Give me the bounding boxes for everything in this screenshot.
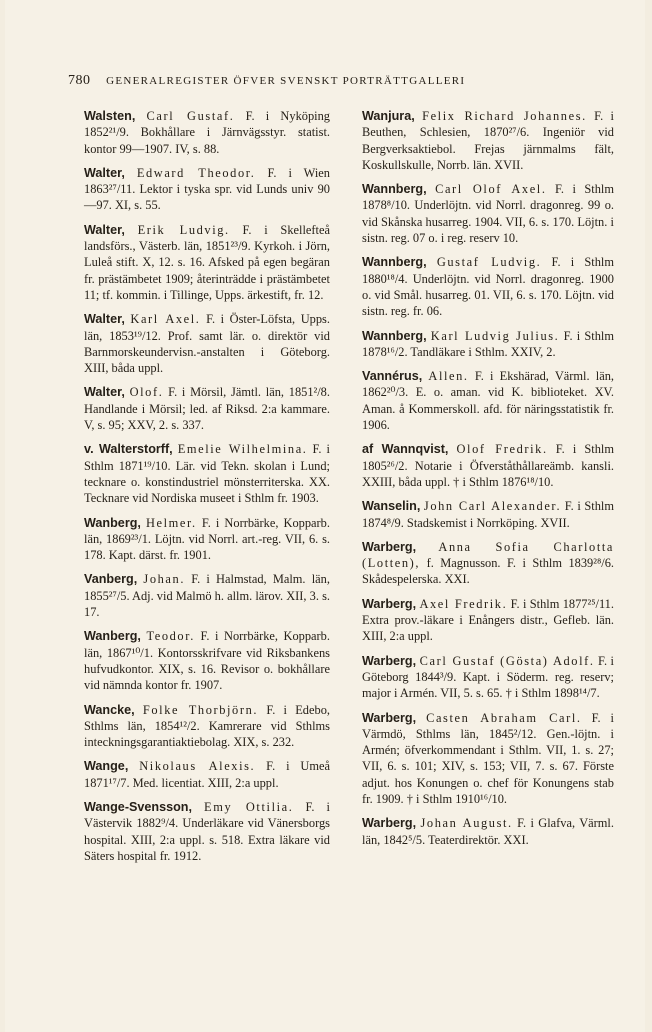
register-entry — [84, 799, 330, 864]
register-entry — [362, 181, 614, 246]
register-entry — [362, 368, 614, 433]
entry-surname: Wanberg, — [84, 629, 141, 644]
entry-surname: Walter, — [84, 385, 125, 400]
entry-given-names: Felix Richard Johannes. — [422, 109, 587, 123]
entry-given-names: Olof. — [129, 385, 164, 400]
entry-biography: F. i Sthlm 1874⁸/9. Stadskemist i Norrköping. XVII. — [362, 499, 614, 530]
entry-surname: Warberg, — [362, 539, 417, 554]
entry-given-names: Karl Axel. — [130, 312, 201, 327]
entry-surname: Wange, — [84, 759, 129, 774]
register-entry — [84, 758, 330, 791]
entry-given-names: Helmer. — [145, 515, 197, 530]
entry-given-names: Karl Ludvig Julius. — [430, 328, 560, 343]
entry-biography: F. i Göteborg 1844³/9. Kapt. i Söderm. reg. reserv; major i Armén. VII, 5. s. 65. † i Sthlm 1898¹⁴/7. — [362, 653, 614, 701]
entry-biography: F. i Umeå 1871¹⁷/7. Med. licentiat. XIII, 2:a uppl. — [84, 759, 331, 790]
entry-given-names: John Carl Alexander. — [423, 499, 562, 514]
register-entry — [84, 571, 330, 620]
page-header — [68, 73, 628, 89]
entry-surname: Wannberg, — [362, 328, 427, 343]
entry-surname: af Wannqvist, — [362, 442, 449, 457]
entry-given-names: Carl Gustaf (Gösta) Adolf. — [419, 653, 595, 668]
entry-biography: F. i Sthlm 1880¹⁸/4. Underlöjtn. vid Norrl. dragonreg. 1900 o. vid Smål. husarreg. 01. VII, 6. s. 170. Löjtn. vid sistn. reg. fr. 06. — [362, 255, 614, 319]
register-entry — [362, 328, 614, 361]
entry-given-names: Teodor. — [146, 629, 195, 644]
entry-given-names: Erik Ludvig. — [137, 222, 230, 237]
register-entry — [362, 596, 614, 645]
entry-given-names: Anna Sofia Charlotta (Lotten), — [362, 539, 614, 571]
entry-biography: F. i Västervik 1882⁹/4. Underläkare vid Vänersborgs hospital. XIII, 2:a uppl. s. 518. Extra läkare vid Säters hospital fr. 1912. — [84, 799, 330, 863]
register-entry — [84, 628, 330, 693]
register-entry — [362, 539, 614, 588]
register-entry — [84, 441, 330, 506]
entry-biography: F. i Beuthen, Schlesien, 1870²⁷/6. Ingeniör vid Bergverksaktiebol. Frejas järnmalms fält, Koskullskulle, Norrb. län. XVII. — [362, 109, 614, 172]
left-column — [84, 108, 330, 872]
entry-given-names: Carl Olof Axel. — [435, 182, 547, 197]
entry-surname: Wanselin, — [362, 499, 421, 514]
entry-surname: Wannberg, — [362, 255, 427, 270]
entry-surname: Vannérus, — [362, 369, 423, 384]
right-column — [362, 108, 614, 856]
register-entry — [84, 165, 330, 214]
entry-given-names: Nikolaus Alexis. — [139, 759, 256, 774]
entry-given-names: Axel Fredrik. — [419, 596, 508, 611]
register-entry — [362, 108, 614, 173]
entry-biography: F. i Skellefteå landsförs., Västerb. län, 1851²³/9. Kyrkoh. i Jörn, Luleå stift. X, 12. s. 16. Afsked på egen begäran fr. prästämbetet 1909; återinträdde i prästämbetet 11; tf. kommin. i Tillinge, Upps. ärkestift, fr. 12. — [84, 222, 330, 302]
entry-biography: F. i Sthlm 1878¹⁶/2. Tandläkare i Sthlm. XXIV, 2. — [362, 328, 614, 359]
entry-surname: Warberg, — [362, 816, 417, 831]
entry-surname: Wange-Svensson, — [84, 799, 192, 814]
entry-biography: F. i Sthlm 1805²⁶/2. Notarie i Öfverståthållareämb. kansli. XXIII, båda uppl. † i Sthlm 1876¹⁸/10. — [362, 442, 614, 489]
register-entry — [84, 515, 330, 564]
page-number: 780 — [68, 73, 91, 88]
register-entry — [84, 222, 330, 303]
entry-surname: Wancke, — [84, 702, 135, 717]
entry-given-names: Carl Gustaf. — [146, 109, 235, 123]
entry-biography: F. i Sthlm 1877²⁵/11. Extra prov.-läkare i Enångers distr., Gefleb. län. XIII, 2:a uppl. — [362, 596, 614, 644]
entry-biography: F. i Norrbärke, Kopparb. län, 1869²³/1. Löjtn. vid Norrl. art.-reg. VII, 6. s. 178. Kapt. därst. fr. 1901. — [84, 515, 330, 563]
entry-surname: Walter, — [84, 222, 125, 237]
entry-surname: Warberg, — [362, 710, 417, 725]
entry-surname: Wanjura, — [362, 109, 415, 123]
entry-given-names: Folke Thorbjörn. — [142, 702, 259, 717]
entry-surname: Walter, — [84, 165, 125, 180]
entry-given-names: Emy Ottilia. — [204, 799, 294, 814]
entry-surname: Wannberg, — [362, 182, 427, 197]
register-entry — [84, 311, 330, 376]
entry-surname: Warberg, — [362, 596, 417, 611]
register-entry — [362, 710, 614, 808]
entry-biography: F. i Mörsil, Jämtl. län, 1851²/8. Handlande i Mörsil; led. af Riksd. 2:a kammare. V, s. 95; XXV, 2. s. 337. — [84, 385, 330, 433]
entry-given-names: Casten Abraham Carl. — [426, 710, 582, 725]
entry-given-names: Olof Fredrik. — [456, 442, 548, 457]
register-entry — [362, 815, 614, 848]
register-entry — [84, 384, 330, 433]
register-entry — [362, 441, 614, 490]
register-entry — [84, 702, 330, 751]
entry-biography: f. Magnusson. F. i Sthlm 1839²⁸/6. Skådespelerska. XXI. — [362, 556, 615, 587]
entry-given-names: Edward Theodor. — [136, 165, 256, 180]
entry-biography: F. i Värmdö, Sthlms län, 1845²/12. Gen.-löjtn. i Armén; öfverkommendant i Sthlm. VII, 1. s. 27; VII, 6. s. 101; XIV, s. 153; VII, 7. s. 67. Förste adjut. hos Konungen o. chef för Konungens stab fr. 1909. † i Sthlm 1910¹⁶/10. — [362, 710, 614, 806]
register-entry — [362, 254, 614, 319]
entry-surname: Vanberg, — [84, 572, 138, 587]
register-entry — [362, 498, 614, 531]
entry-biography: F. i Wien 1863²⁷/11. Lektor i tyska spr. vid Lunds univ 90—97. XI, s. 55. — [84, 165, 330, 213]
entry-surname: Warberg, — [362, 653, 417, 668]
register-entry — [362, 653, 614, 702]
entry-given-names: Emelie Wilhelmina. — [177, 442, 308, 457]
entry-surname: Walsten, — [84, 109, 136, 123]
entry-given-names: Johan August. — [420, 816, 513, 831]
entry-biography: F. i Norrbärke, Kopparb. län, 1867¹⁰/1. Kontorsskrifvare vid Riksbankens hufvudkontor. XIX, s. 16. Revisor o. bokhållare vid nämnda kontor fr. 1907. — [84, 629, 330, 693]
entry-biography: F. i Nyköping 1852²¹/9. Bokhållare i Järnvägsstyr. statist. kontor 99—1907. IV, s. 88. — [84, 109, 330, 156]
running-title: GENERALREGISTER ÖFVER SVENSKT PORTRÄTTGALLERI — [106, 75, 466, 87]
entry-given-names: Allen. — [428, 369, 469, 384]
entry-surname: Walter, — [84, 312, 125, 327]
entry-biography: F. i Sthlm 1878⁸/10. Underlöjtn. vid Norrl. dragonreg. 99 o. vid Skånska husarreg. 1904. VII, 6. s. 170. Löjtn. i sistn. reg. 07 o. i reg. reserv 10. — [362, 182, 614, 246]
register-entry — [84, 108, 330, 157]
entry-biography: F. i Sthlm 1871¹⁹/10. Lär. vid Tekn. skolan i Lund; tecknare o. konstindustriel mönsterriterska. XX. Tecknare vid Nordiska museet i Sthlm fr. 1903. — [84, 442, 330, 506]
entry-biography: F. i Öster-Löfsta, Upps. län, 1853¹⁹/12. Prof. samt lär. o. direktör vid Barnmorskeundervisn.-anstalten i Göteborg. XIII, båda uppl. — [84, 312, 330, 376]
entry-biography: F. i Ekshärad, Värml. län, 1862²⁰/3. E. o. aman. vid K. biblioteket. XV. Aman. å Kommerskoll. afd. för näringsstatistik fr. 1906. — [362, 369, 614, 433]
entry-given-names: Johan. — [143, 572, 186, 587]
entry-surname: v. Walterstorff, — [84, 442, 173, 457]
entry-biography: F. i Halmstad, Malm. län, 1855²⁷/5. Adj. vid Malmö h. allm. lärov. XII, 3. s. 17. — [84, 572, 330, 620]
entry-biography: F. i Glafva, Värml. län, 1842⁵/5. Teaterdirektör. XXI. — [362, 816, 614, 847]
entry-surname: Wanberg, — [84, 515, 141, 530]
entry-given-names: Gustaf Ludvig. — [436, 255, 542, 270]
entry-biography: F. i Edebo, Sthlms län, 1854¹²/2. Kamrerare vid Sthlms inteckningsgarantiaktiebolag. XIX, s. 232. — [84, 702, 330, 750]
